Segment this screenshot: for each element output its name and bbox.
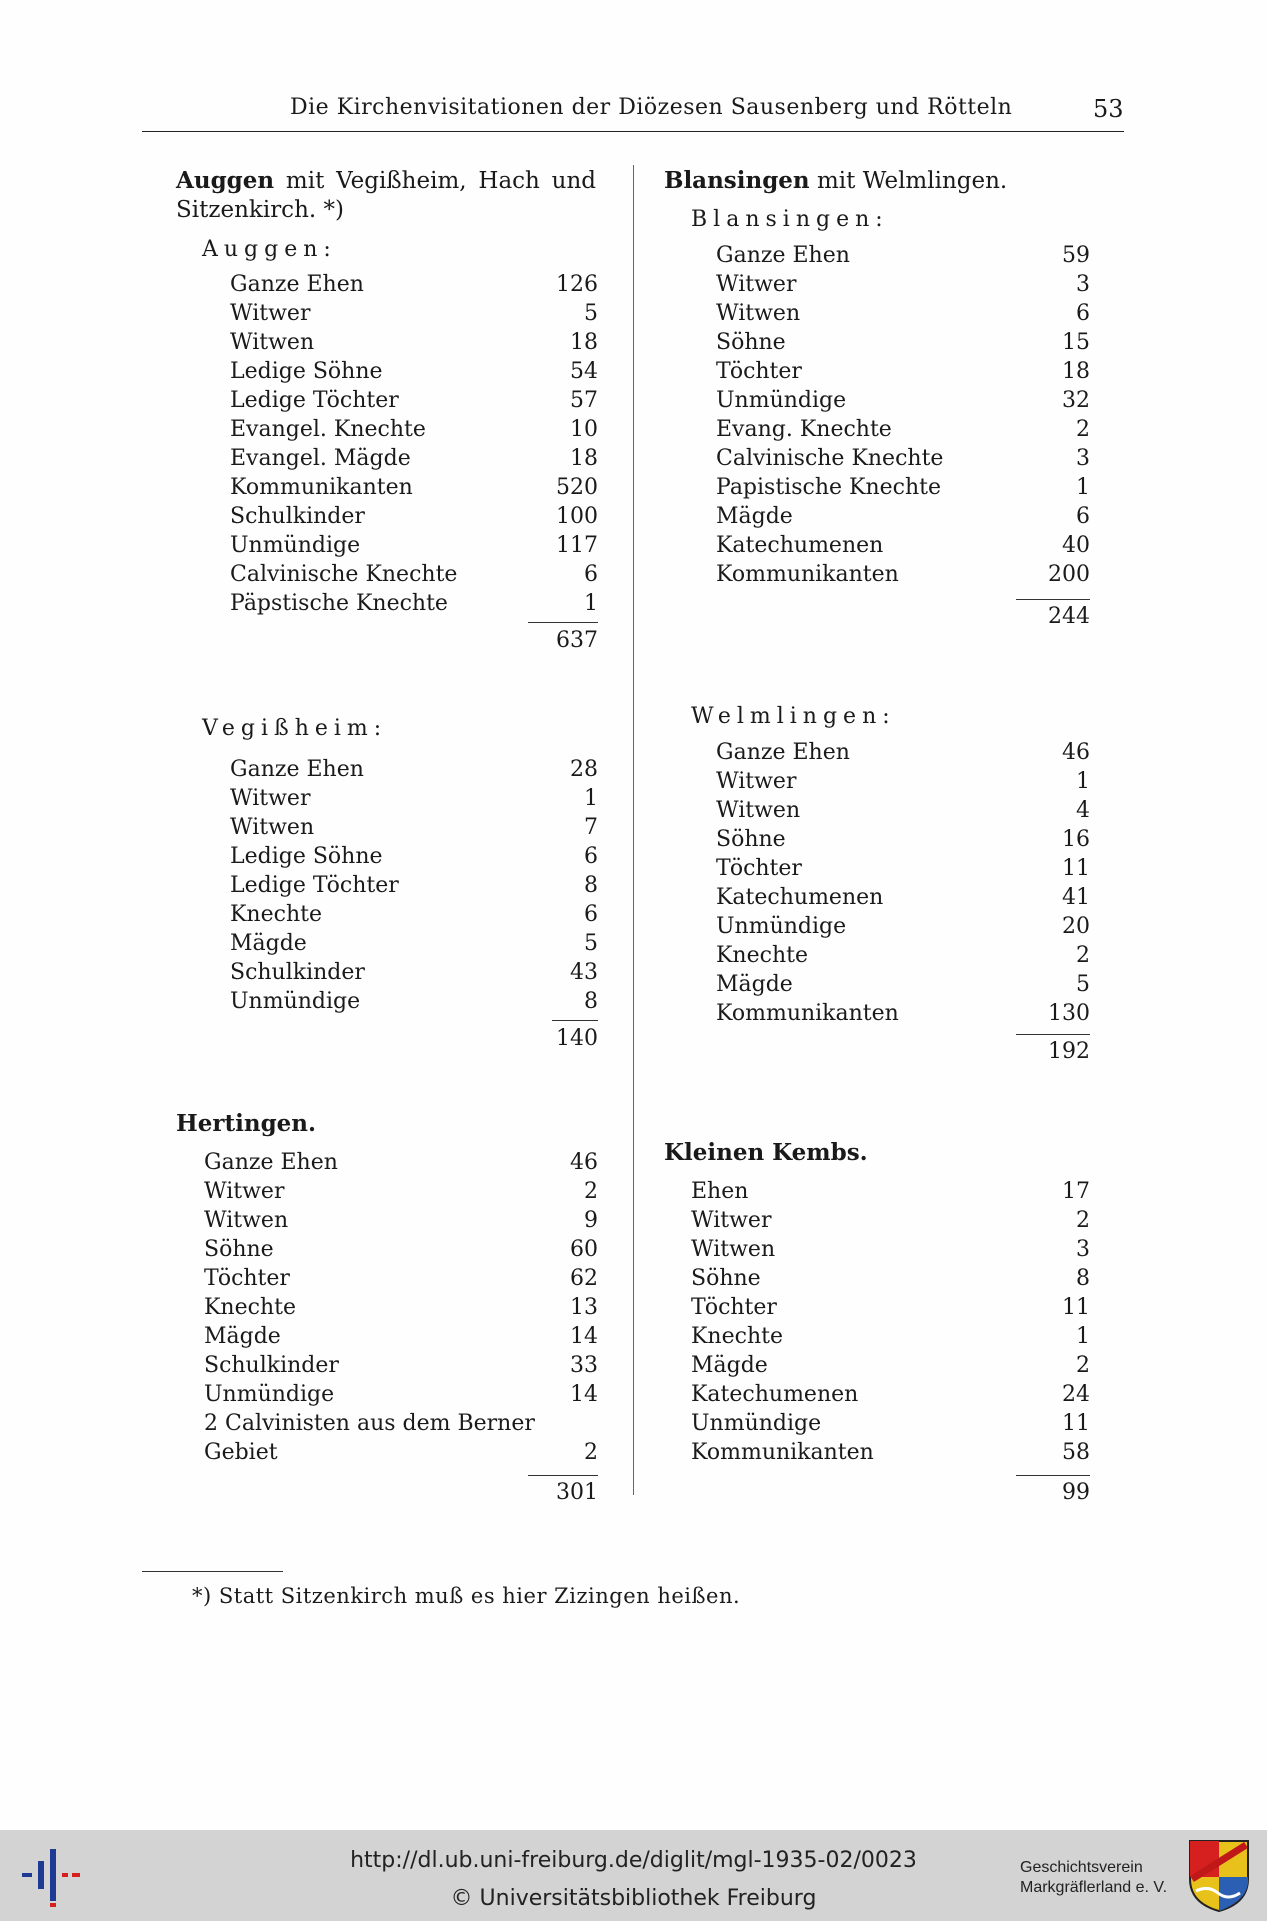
section-title-blansingen: Blansingen: [691, 207, 889, 232]
row-label: Witwen [230, 330, 315, 355]
row-label: Witwer [230, 301, 311, 326]
verein-line-1: Geschichtsverein [1020, 1859, 1143, 1876]
table-vegissheim [230, 755, 598, 1016]
row-value: 6 [1076, 301, 1090, 326]
row-label: Witwen [716, 301, 801, 326]
row-label: Knechte [716, 943, 808, 968]
row-value: 2 [584, 1440, 598, 1465]
row-value: 8 [584, 873, 598, 898]
row-label: Knechte [204, 1295, 296, 1320]
table-row [691, 1351, 1090, 1380]
row-label: Mägde [691, 1353, 768, 1378]
markgraeflerland-crest-icon [1188, 1839, 1250, 1913]
table-row [230, 328, 598, 357]
row-value: 43 [570, 960, 598, 985]
table-row [204, 1380, 598, 1409]
sum-rule [552, 1020, 598, 1021]
row-label: Witwer [716, 769, 797, 794]
table-row [691, 1264, 1090, 1293]
row-label: Ledige Töchter [230, 388, 399, 413]
row-label: Papistische Knechte [716, 475, 941, 500]
row-value: 59 [1062, 243, 1090, 268]
row-value: 16 [1062, 827, 1090, 852]
row-label: Ganze Ehen [716, 243, 850, 268]
row-value: 62 [570, 1266, 598, 1291]
table-row [716, 386, 1090, 415]
blansingen-heading [664, 166, 1007, 196]
row-value: 32 [1062, 388, 1090, 413]
table-row [691, 1322, 1090, 1351]
total-auggen: 637 [556, 628, 598, 653]
row-value: 14 [570, 1324, 598, 1349]
row-value: 54 [570, 359, 598, 384]
row-value: 3 [1076, 272, 1090, 297]
table-row [230, 560, 598, 589]
table-row [716, 883, 1090, 912]
hertingen-heading [176, 1109, 316, 1139]
row-label: 2 Calvinisten aus dem Berner [204, 1411, 535, 1436]
kleinen-kembs-heading [664, 1138, 868, 1168]
row-value: 46 [1062, 740, 1090, 765]
table-row [204, 1264, 598, 1293]
table-row [716, 825, 1090, 854]
total-hertingen: 301 [556, 1480, 598, 1505]
row-value: 5 [1076, 972, 1090, 997]
row-label: Calvinische Knechte [230, 562, 458, 587]
table-row [716, 531, 1090, 560]
row-value: 57 [570, 388, 598, 413]
row-value: 520 [556, 475, 598, 500]
row-value: 117 [556, 533, 598, 558]
row-value: 1 [584, 786, 598, 811]
kleinen-kembs-heading-text: Kleinen Kembs. [664, 1139, 868, 1166]
row-label: Unmündige [230, 533, 361, 558]
table-row [204, 1293, 598, 1322]
sum-rule [528, 622, 598, 623]
table-row [691, 1235, 1090, 1264]
table-row [230, 299, 598, 328]
row-label: Söhne [716, 330, 786, 355]
table-row [691, 1409, 1090, 1438]
row-label: Unmündige [204, 1382, 335, 1407]
row-label: Söhne [691, 1266, 761, 1291]
row-label: Knechte [691, 1324, 783, 1349]
table-row [716, 328, 1090, 357]
row-label: Katechumenen [691, 1382, 859, 1407]
row-value: 2 [1076, 417, 1090, 442]
row-label: Töchter [204, 1266, 290, 1291]
table-row [716, 415, 1090, 444]
table-row [204, 1177, 598, 1206]
row-label: Calvinische Knechte [716, 446, 944, 471]
table-welmlingen [716, 738, 1090, 1028]
row-value: 5 [584, 301, 598, 326]
verein-line-2: Markgräflerland e. V. [1020, 1879, 1168, 1896]
row-value: 6 [584, 902, 598, 927]
row-label: Mägde [230, 931, 307, 956]
table-row [204, 1351, 598, 1380]
row-label: Evangel. Knechte [230, 417, 426, 442]
row-value: 9 [584, 1208, 598, 1233]
row-label: Ganze Ehen [230, 272, 364, 297]
table-row [691, 1438, 1090, 1467]
row-value: 1 [1076, 769, 1090, 794]
table-row [230, 900, 598, 929]
row-label: Katechumenen [716, 885, 884, 910]
blansingen-heading-name: Blansingen [664, 167, 810, 194]
row-value: 60 [570, 1237, 598, 1262]
row-label: Witwen [204, 1208, 289, 1233]
table-row [204, 1322, 598, 1351]
row-label: Ledige Söhne [230, 359, 383, 384]
row-value: 18 [570, 446, 598, 471]
table-row [716, 941, 1090, 970]
table-row [716, 999, 1090, 1028]
page-number: 53 [1093, 95, 1124, 123]
row-label: Ledige Söhne [230, 844, 383, 869]
row-label: Witwen [691, 1237, 776, 1262]
row-value: 1 [584, 591, 598, 616]
row-label: Gebiet [204, 1440, 278, 1465]
row-value: 14 [570, 1382, 598, 1407]
row-label: Kommunikanten [230, 475, 413, 500]
row-value: 3 [1076, 446, 1090, 471]
table-row [230, 871, 598, 900]
row-value: 3 [1076, 1237, 1090, 1262]
row-value: 126 [556, 272, 598, 297]
section-title-auggen: Auggen: [202, 237, 337, 262]
row-value: 2 [1076, 943, 1090, 968]
row-value: 41 [1062, 885, 1090, 910]
row-label: Töchter [716, 856, 802, 881]
section-title-welmlingen: Welmlingen: [691, 704, 896, 729]
permalink-url[interactable]: http://dl.ub.uni-freiburg.de/diglit/mgl-1935-02/0023 [350, 1848, 917, 1873]
table-row [716, 241, 1090, 270]
total-vegissheim: 140 [556, 1026, 598, 1051]
row-label: Schulkinder [230, 504, 365, 529]
row-label: Ledige Töchter [230, 873, 399, 898]
row-label: Päpstische Knechte [230, 591, 448, 616]
copyright-notice: © Universitätsbibliothek Freiburg [450, 1886, 817, 1911]
row-value: 17 [1062, 1179, 1090, 1204]
table-row [230, 473, 598, 502]
row-label: Töchter [716, 359, 802, 384]
table-row [716, 767, 1090, 796]
column-divider [633, 165, 634, 1495]
table-row [204, 1206, 598, 1235]
row-value: 2 [1076, 1208, 1090, 1233]
row-label: Kommunikanten [691, 1440, 874, 1465]
row-label: Mägde [716, 972, 793, 997]
row-label: Witwen [230, 815, 315, 840]
row-label: Ganze Ehen [230, 757, 364, 782]
row-value: 6 [1076, 504, 1090, 529]
hertingen-heading-text: Hertingen. [176, 1110, 317, 1137]
row-value: 11 [1062, 1411, 1090, 1436]
table-row [691, 1293, 1090, 1322]
total-blansingen: 244 [1048, 604, 1090, 629]
auggen-heading [176, 166, 596, 225]
sum-rule [528, 1475, 598, 1476]
table-row [716, 357, 1090, 386]
auggen-heading-name: Auggen [176, 167, 275, 194]
table-row [716, 560, 1090, 589]
table-row [230, 357, 598, 386]
table-row [230, 502, 598, 531]
row-label: Ganze Ehen [204, 1150, 338, 1175]
header-rule [142, 131, 1124, 132]
table-row [716, 299, 1090, 328]
row-value: 6 [584, 562, 598, 587]
row-label: Evang. Knechte [716, 417, 892, 442]
row-value: 18 [570, 330, 598, 355]
auggen-heading-rest: mit Vegißheim, Hach und Sitzenkirch. *) [176, 168, 597, 223]
row-label: Töchter [691, 1295, 777, 1320]
table-row [204, 1148, 598, 1177]
table-row [230, 842, 598, 871]
footnote: *) Statt Sitzenkirch muß es hier Zizingen heißen. [192, 1584, 741, 1608]
row-label: Evangel. Mägde [230, 446, 411, 471]
row-label: Ganze Ehen [716, 740, 850, 765]
row-value: 33 [570, 1353, 598, 1378]
row-value: 130 [1048, 1001, 1090, 1026]
total-kleinen-kembs: 99 [1062, 1480, 1090, 1505]
row-value: 11 [1062, 1295, 1090, 1320]
table-row [716, 502, 1090, 531]
table-row [230, 589, 598, 618]
sum-rule [1016, 1034, 1090, 1035]
table-row [716, 912, 1090, 941]
section-title-vegissheim: Vegißheim: [202, 716, 388, 741]
row-value: 46 [570, 1150, 598, 1175]
table-row [230, 386, 598, 415]
row-value: 28 [570, 757, 598, 782]
sum-rule [1016, 1475, 1090, 1476]
row-value: 7 [584, 815, 598, 840]
row-value: 10 [570, 417, 598, 442]
table-row [716, 270, 1090, 299]
row-label: Unmündige [691, 1411, 822, 1436]
row-value: 11 [1062, 856, 1090, 881]
footnote-rule [142, 1571, 283, 1572]
row-value: 15 [1062, 330, 1090, 355]
geschichtsverein-label [1020, 1858, 1167, 1898]
row-value: 24 [1062, 1382, 1090, 1407]
row-value: 8 [584, 989, 598, 1014]
row-value: 20 [1062, 914, 1090, 939]
row-value: 18 [1062, 359, 1090, 384]
row-label: Witwen [716, 798, 801, 823]
row-value: 8 [1076, 1266, 1090, 1291]
table-row [204, 1438, 598, 1467]
table-row [230, 531, 598, 560]
table-row [230, 813, 598, 842]
row-label: Kommunikanten [716, 562, 899, 587]
row-value: 4 [1076, 798, 1090, 823]
row-label: Söhne [716, 827, 786, 852]
row-label: Unmündige [716, 914, 847, 939]
row-value: 2 [1076, 1353, 1090, 1378]
row-label: Katechumenen [716, 533, 884, 558]
row-label: Schulkinder [204, 1353, 339, 1378]
row-label: Mägde [716, 504, 793, 529]
table-blansingen [716, 241, 1090, 589]
table-auggen [230, 270, 598, 618]
row-label: Mägde [204, 1324, 281, 1349]
table-row [716, 970, 1090, 999]
row-value: 1 [1076, 475, 1090, 500]
row-value: 2 [584, 1179, 598, 1204]
table-row [230, 784, 598, 813]
table-row [230, 929, 598, 958]
row-label: Knechte [230, 902, 322, 927]
row-label: Ehen [691, 1179, 749, 1204]
table-kleinen-kembs [691, 1177, 1090, 1467]
table-row [691, 1380, 1090, 1409]
row-value: 40 [1062, 533, 1090, 558]
row-label: Witwer [691, 1208, 772, 1233]
table-row [230, 958, 598, 987]
row-value: 5 [584, 931, 598, 956]
table-row [230, 270, 598, 299]
row-label: Witwer [204, 1179, 285, 1204]
table-row [716, 796, 1090, 825]
blansingen-heading-rest: mit Welmlingen. [816, 168, 1008, 194]
row-label: Witwer [716, 272, 797, 297]
table-row [230, 415, 598, 444]
sum-rule [1016, 599, 1090, 600]
row-label: Unmündige [716, 388, 847, 413]
row-value: 58 [1062, 1440, 1090, 1465]
table-row [691, 1206, 1090, 1235]
table-row [204, 1235, 598, 1264]
row-value: 100 [556, 504, 598, 529]
table-row [204, 1409, 598, 1438]
table-row [230, 444, 598, 473]
table-row [230, 987, 598, 1016]
row-value: 6 [584, 844, 598, 869]
row-value: 13 [570, 1295, 598, 1320]
row-label: Schulkinder [230, 960, 365, 985]
table-row [716, 473, 1090, 502]
row-value: 200 [1048, 562, 1090, 587]
row-label: Söhne [204, 1237, 274, 1262]
row-value: 1 [1076, 1324, 1090, 1349]
table-row [716, 738, 1090, 767]
table-row [230, 755, 598, 784]
table-row [716, 854, 1090, 883]
running-header-title: Die Kirchenvisitationen der Diözesen Sausenberg und Rötteln [290, 95, 1013, 120]
table-hertingen [204, 1148, 598, 1467]
row-label: Witwer [230, 786, 311, 811]
total-welmlingen: 192 [1048, 1039, 1090, 1064]
row-label: Unmündige [230, 989, 361, 1014]
row-label: Kommunikanten [716, 1001, 899, 1026]
table-row [716, 444, 1090, 473]
table-row [691, 1177, 1090, 1206]
